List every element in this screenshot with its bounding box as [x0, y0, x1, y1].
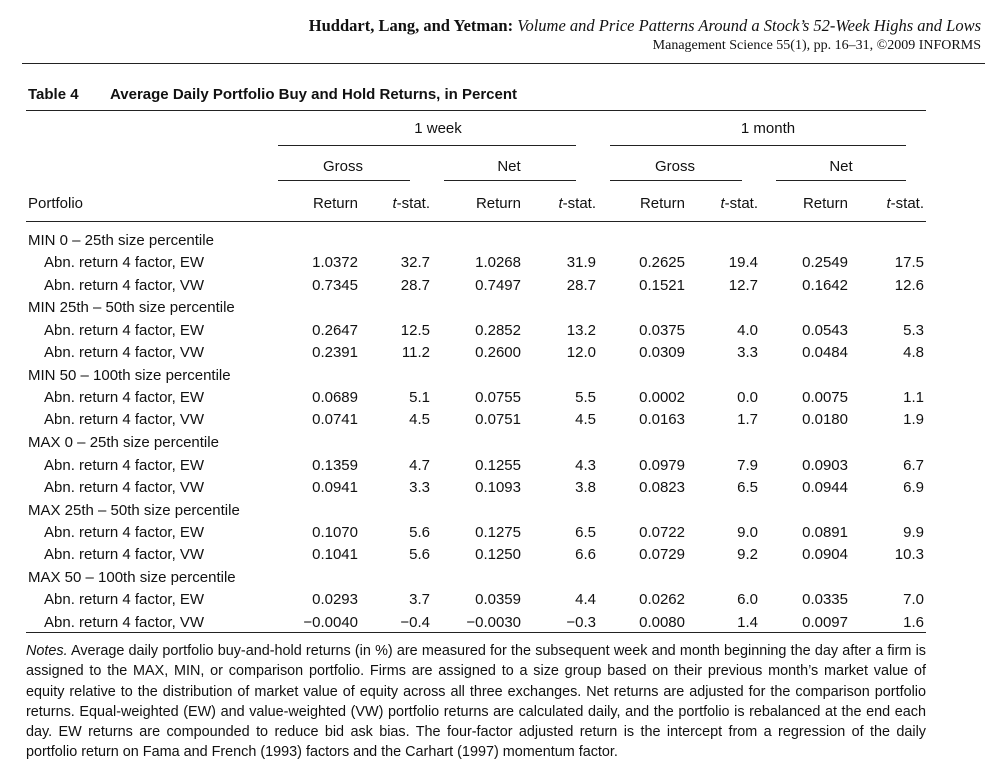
table-cell: 4.0: [737, 321, 758, 339]
table-cell: 12.6: [894, 276, 924, 294]
table-cell: 4.8: [903, 344, 924, 361]
rule-month-gross: [610, 180, 742, 181]
table-cell: 0.7345: [312, 276, 358, 294]
table-cell: 28.7: [400, 276, 430, 294]
header-portfolio: Portfolio: [28, 195, 84, 212]
header-return: Return: [639, 195, 685, 212]
table-cell: 0.0543: [802, 321, 848, 339]
header-return: Return: [475, 195, 521, 212]
table-cell: 1.0372: [312, 254, 358, 272]
table-cell: 4.5: [575, 411, 596, 429]
table-cell: 6.5: [737, 478, 758, 496]
table-cell: 0.7497: [475, 276, 521, 294]
table-cell: 3.3: [737, 344, 758, 361]
group-title: MAX 25th – 50th size percentile: [28, 501, 240, 519]
table-cell: 1.9: [903, 411, 924, 429]
rule-week-net: [444, 180, 576, 181]
rule-1-week: [278, 145, 576, 146]
header-week-net: Net: [497, 158, 521, 175]
row-label: Abn. return 4 factor, EW: [44, 523, 205, 541]
table-cell: 0.1041: [312, 546, 358, 564]
table-cell: 0.0293: [312, 591, 358, 609]
header-t-stat-italic: t: [886, 195, 891, 212]
table-cell: 4.7: [409, 456, 430, 474]
table-cell: 4.3: [575, 456, 596, 474]
table-cell: 0.0080: [639, 613, 685, 631]
table-cell: 4.4: [575, 591, 596, 609]
group-title: MAX 0 – 25th size percentile: [28, 434, 219, 452]
table-cell: 3.3: [409, 478, 430, 496]
group-title: MIN 25th – 50th size percentile: [28, 299, 235, 317]
table-cell: 0.0097: [802, 613, 848, 631]
header-month-gross: Gross: [654, 158, 695, 175]
table-cell: 5.3: [903, 321, 924, 339]
table-cell: 0.0180: [802, 411, 848, 429]
table-cell: 0.1521: [639, 276, 685, 294]
header-1-week: 1 week: [414, 120, 462, 137]
table-cell: 0.1275: [475, 523, 521, 541]
table-cell: 0.0823: [639, 478, 685, 496]
table-cell: 0.0359: [475, 591, 521, 609]
table-cell: 6.6: [575, 546, 596, 564]
row-label: Abn. return 4 factor, EW: [44, 591, 205, 609]
table-cell: 0.0891: [802, 523, 848, 541]
table-cell: 5.5: [575, 389, 596, 407]
table-cell: 0.1642: [802, 276, 848, 294]
table-cell: 1.6: [903, 613, 924, 631]
table-cell: 5.1: [409, 389, 430, 407]
table-cell: 0.2852: [475, 321, 521, 339]
row-label: Abn. return 4 factor, EW: [44, 389, 205, 407]
table-cell: 0.1070: [312, 523, 358, 541]
table-cell: 9.0: [737, 523, 758, 541]
table-cell: 0.0903: [802, 456, 848, 474]
table-cell: 7.9: [737, 456, 758, 474]
table-cell: −0.3: [566, 613, 596, 631]
table-cell: 0.0722: [639, 523, 685, 541]
table-cell: 17.5: [894, 254, 924, 272]
rule-under-headers: [26, 221, 926, 222]
header-1-month: 1 month: [740, 120, 796, 137]
row-label: Abn. return 4 factor, VW: [44, 344, 205, 361]
table-notes: [26, 641, 926, 763]
table-cell: 1.1: [903, 389, 924, 407]
rule-1-month: [610, 145, 906, 146]
header-t-stat: [834, 195, 924, 213]
rule-month-net: [776, 180, 906, 181]
header-week-gross: Gross: [322, 158, 363, 175]
notes-text: Average daily portfolio buy-and-hold returns (in %) are measured for the subsequent week and month beginning the day after a firm is assigned to the MAX, MIN, or comparison portfolio. Firms are assigned to a size group based on their previous month’s market value of equity relative to the distribution of market value of equity across all three exchanges. Net returns are adjusted for the comparison portfolio returns. Equal-weighted (EW) and value-weighted (VW) portfolio returns are calculated daily, and the portfolio is rebalanced at the end each day. EW returns are compounded to reduce bid ask bias. The four-factor adjusted return is the intercept from a regression of the daily portfolio return on Fama and French (1993) factors and the Carhart (1997) momentum factor.: [26, 643, 926, 761]
table-cell: 9.2: [737, 546, 758, 564]
group-title: MIN 50 – 100th size percentile: [28, 366, 231, 384]
table-title: Average Daily Portfolio Buy and Hold Returns, in Percent: [110, 86, 518, 103]
table-cell: 3.8: [575, 478, 596, 496]
header-t-stat-italic: t: [558, 195, 563, 212]
running-head: [309, 16, 981, 55]
header-return: Return: [802, 195, 848, 212]
header-t-stat-italic: t: [720, 195, 725, 212]
table-cell: 6.7: [903, 456, 924, 474]
row-label: Abn. return 4 factor, VW: [44, 546, 205, 564]
table-cell: 6.0: [737, 591, 758, 609]
table-top-rule: [26, 110, 926, 111]
header-t-stat: [506, 195, 596, 213]
table-cell: 28.7: [566, 276, 596, 294]
running-head-authors: Huddart, Lang, and Yetman:: [308, 16, 514, 35]
table-cell: 0.0755: [475, 389, 521, 407]
table-cell: 0.0944: [802, 478, 848, 496]
header-t-stat: [340, 195, 430, 213]
row-label: Abn. return 4 factor, VW: [44, 276, 205, 294]
table-number: Table 4: [28, 86, 79, 103]
table-cell: 0.1250: [475, 546, 521, 564]
header-t-stat-suffix: -stat.: [562, 195, 596, 212]
running-head-title: Volume and Price Patterns Around a Stock’s 52-Week Highs and Lows: [517, 16, 981, 35]
rule-week-gross: [278, 180, 410, 181]
table-cell: 13.2: [566, 321, 596, 339]
table-cell: 0.0262: [639, 591, 685, 609]
table-cell: 9.9: [903, 523, 924, 541]
table-cell: 0.2625: [639, 254, 685, 272]
table-cell: 0.0904: [802, 546, 848, 564]
notes-label: Notes.: [26, 643, 68, 659]
table-cell: 19.4: [728, 254, 758, 272]
table-cell: 11.2: [401, 344, 430, 361]
table-cell: 5.6: [409, 546, 430, 564]
table-cell: 0.0309: [639, 344, 685, 361]
table-cell: 3.7: [409, 591, 430, 609]
table-cell: 1.0268: [475, 254, 521, 272]
table-cell: 0.0484: [802, 344, 848, 361]
table-cell: 0.0729: [639, 546, 685, 564]
table-cell: 0.1359: [312, 456, 358, 474]
header-t-stat-suffix: -stat.: [890, 195, 924, 212]
table-cell: 1.4: [737, 613, 758, 631]
table-cell: 31.9: [566, 254, 596, 272]
running-head-citation: Management Science 55(1), pp. 16–31, ©2009 INFORMS: [652, 38, 981, 53]
table-cell: 0.0163: [639, 411, 685, 429]
table-cell: −0.0040: [303, 613, 358, 631]
table-caption: [28, 86, 517, 103]
table-cell: 0.2600: [475, 344, 521, 361]
header-rule: [22, 63, 985, 64]
group-title: MIN 0 – 25th size percentile: [28, 232, 214, 249]
table-cell: 5.6: [409, 523, 430, 541]
table-bottom-rule: [26, 632, 926, 633]
table-cell: 7.0: [903, 591, 924, 609]
table-cell: 0.0689: [312, 389, 358, 407]
table-cell: −0.4: [400, 613, 430, 631]
table-cell: 0.0375: [639, 321, 685, 339]
table-cell: 12.5: [400, 321, 430, 339]
header-t-stat-suffix: -stat.: [724, 195, 758, 212]
table-cell: 0.0751: [475, 411, 521, 429]
table-cell: −0.0030: [466, 613, 521, 631]
table-cell: 0.0002: [639, 389, 685, 407]
table-cell: 0.2391: [312, 344, 358, 361]
header-t-stat-italic: t: [392, 195, 397, 212]
row-label: Abn. return 4 factor, VW: [44, 478, 205, 496]
table-cell: 0.0335: [802, 591, 848, 609]
row-label: Abn. return 4 factor, VW: [44, 613, 205, 631]
table-cell: 0.2647: [312, 321, 358, 339]
group-title: MAX 50 – 100th size percentile: [28, 569, 236, 586]
header-t-stat-suffix: -stat.: [396, 195, 430, 212]
table-cell: 1.7: [737, 411, 758, 429]
table-cell: 12.0: [566, 344, 596, 361]
table-cell: 0.0075: [802, 389, 848, 407]
table-cell: 0.0: [737, 389, 758, 407]
table-cell: 12.7: [728, 276, 758, 294]
table-cell: 0.1255: [475, 456, 521, 474]
table-cell: 0.0741: [312, 411, 358, 429]
table-cell: 6.5: [575, 523, 596, 541]
table-cell: 0.2549: [802, 254, 848, 272]
table-cell: 0.1093: [475, 478, 521, 496]
row-label: Abn. return 4 factor, EW: [44, 456, 205, 474]
table-cell: 6.9: [903, 478, 924, 496]
header-t-stat: [668, 195, 758, 213]
table-cell: 0.0941: [312, 478, 358, 496]
table-cell: 10.3: [894, 546, 924, 564]
table-cell: 32.7: [400, 254, 430, 272]
row-label: Abn. return 4 factor, EW: [44, 254, 205, 272]
table-cell: 4.5: [409, 411, 430, 429]
header-month-net: Net: [829, 158, 853, 175]
header-return: Return: [312, 195, 358, 212]
row-label: Abn. return 4 factor, EW: [44, 321, 205, 339]
table-cell: 0.0979: [639, 456, 685, 474]
row-label: Abn. return 4 factor, VW: [44, 411, 205, 429]
